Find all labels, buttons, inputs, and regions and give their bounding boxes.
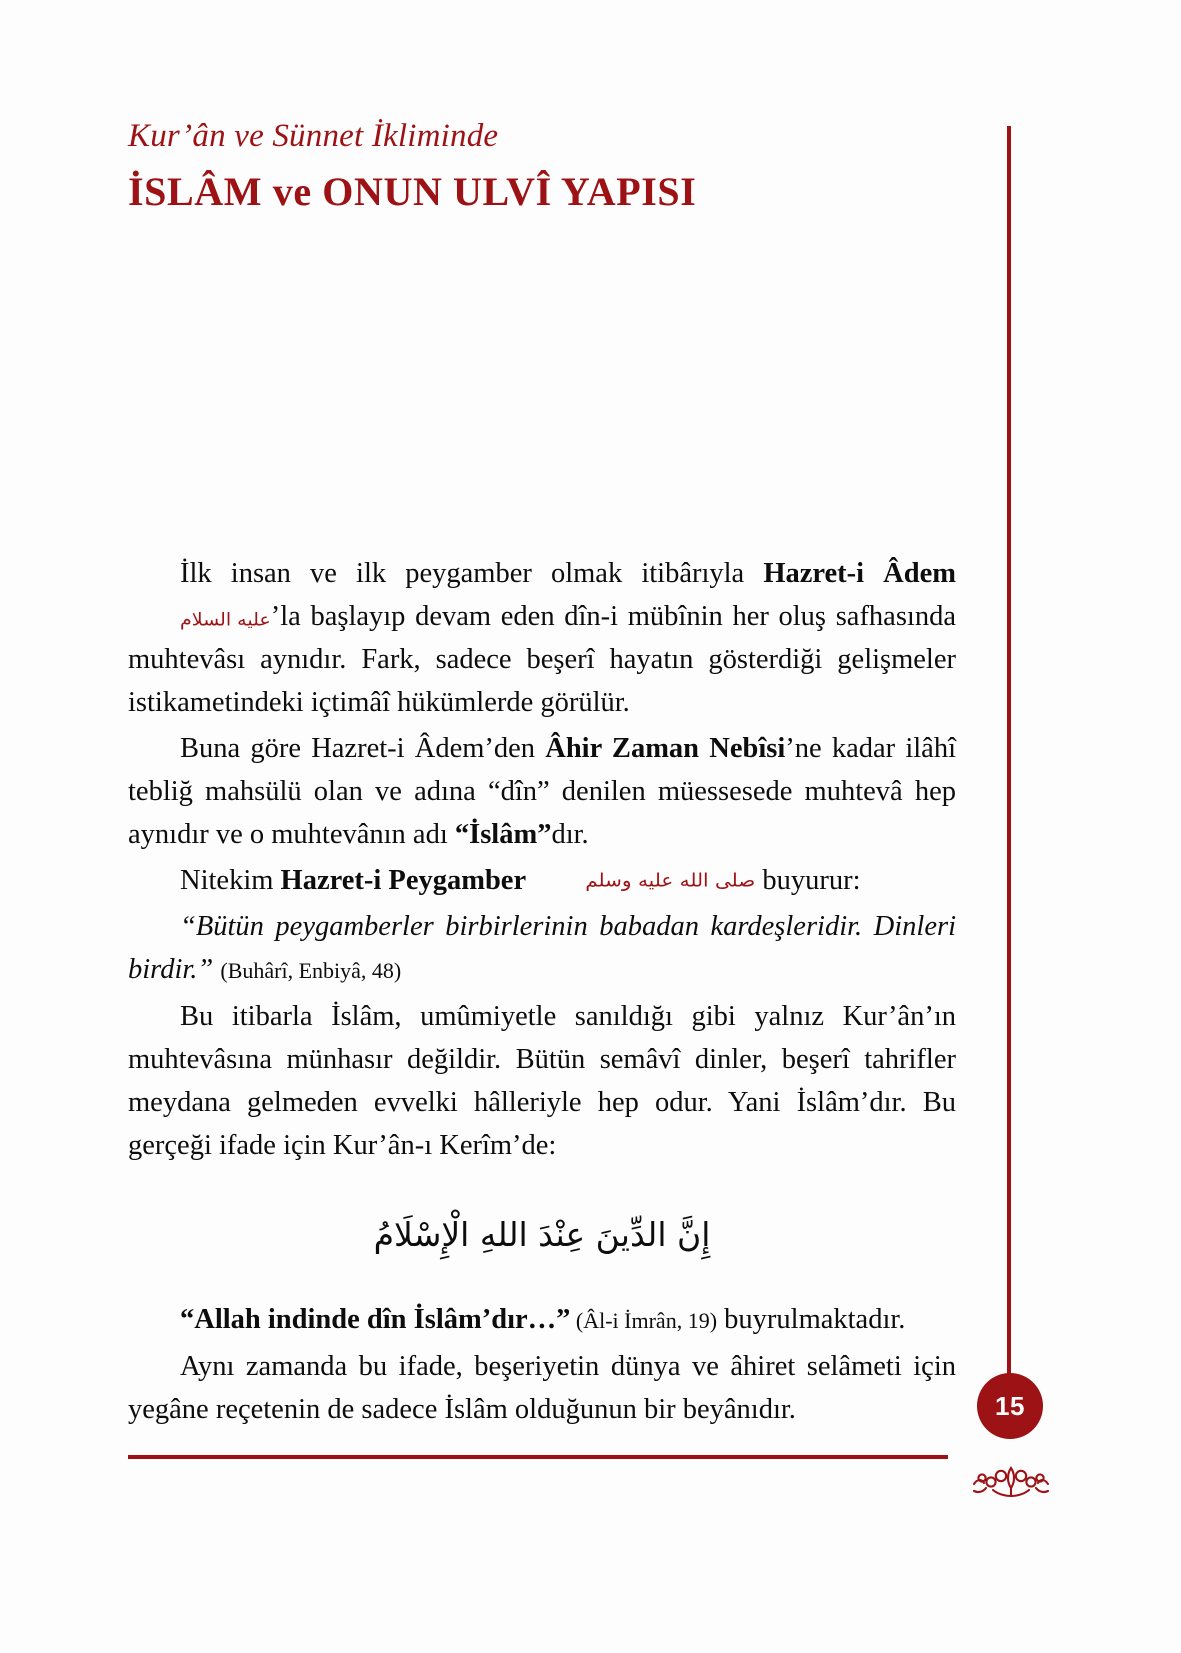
hadith-source-reference: (Buhârî, Enbiyâ, 48): [220, 958, 402, 983]
paragraph-1-part-1: İlk insan ve ilk peygamber olmak itibârıyla: [180, 558, 764, 589]
paragraph-2-bold-nebisi: Âhir Zaman Nebîsi: [545, 733, 786, 764]
verse-translation-tail: buyrulmaktadır.: [717, 1304, 906, 1336]
paragraph-3-part-1: Nitekim: [180, 865, 281, 896]
paragraph-2: [128, 727, 956, 856]
arabic-verse: إِنَّ الدِّينَ عِنْدَ اللهِ الْإِسْلَامُ: [373, 1215, 711, 1254]
paragraph-1-bold-adem: Hazret-i Âdem: [763, 558, 956, 589]
paragraph-2-part-1: Buna göre Hazret-i Âdem’den: [180, 733, 546, 764]
body-text-column: [128, 552, 956, 1434]
paragraph-3: [128, 859, 956, 902]
verse-translation-bold: “Allah indinde dîn İslâm’dır…”: [180, 1304, 571, 1336]
verse-reference: (Âl-i İmrân, 19): [570, 1308, 718, 1334]
honorific-sallallahu-alayhi-wasallam-icon: صلى الله عليه وسلم: [585, 868, 756, 892]
paragraph-1-part-2: ’la başlayıp devam eden dîn-i mübînin her oluş safhasında muhtevâsı aynıdır. Fark, sadece beşerî hayatın gösterdiği gelişmeler istikametindeki içtimâî hükümlerde görülür.: [128, 601, 956, 718]
page-number-badge: 15: [977, 1373, 1043, 1439]
hadith-quote-text: “Bütün peygamberler birbirlerinin babadan kardeşleridir. Dinleri birdir.”: [128, 911, 956, 985]
page-subtitle: Kur’ân ve Sünnet İkliminde: [128, 118, 499, 154]
floral-ornament-icon: [963, 1462, 1059, 1502]
bottom-horizontal-rule: [128, 1455, 948, 1459]
paragraph-5: Aynı zamanda bu ifade, beşeriyetin dünya ve âhiret selâmeti için yegâne reçetenin de sadece İslâm olduğunun bir beyânıdır.: [128, 1351, 956, 1426]
paragraph-3-bold-peygamber: Hazret-i Peygamber: [280, 865, 527, 896]
right-vertical-rule: [1007, 126, 1011, 1416]
honorific-alayhissalam-icon: عليه السلام: [180, 609, 271, 631]
paragraph-3-part-2: buyurur:: [755, 865, 861, 896]
paragraph-2-bold-islam: “İslâm”: [454, 819, 552, 850]
paragraph-4: Bu itibarla İslâm, umûmiyetle sanıldığı gibi yalnız Kur’ân’ın muhtevâsına münhasır değildir. Bütün semâvî dinler, beşerî tahrifler meydana gelmeden evvelki hâlleriyle hep odur. Yani İslâm’dır. Bu gerçeği ifade için Kur’ân-ı Kerîm’de:: [128, 1001, 956, 1161]
paragraph-1: [128, 552, 956, 724]
paragraph-2-part-3: dır.: [551, 819, 589, 850]
verse-translation-line: [128, 1298, 956, 1342]
page-title: İSLÂM ve ONUN ULVÎ YAPISI: [128, 168, 697, 214]
paragraph-2-part-2: ’ne kadar ilâhî tebliğ mahsülü olan ve adına “dîn” denilen müessesede muhtevâ hep aynıdır ve o muhtevânın adı: [128, 733, 956, 850]
hadith-quote: [128, 905, 956, 992]
page-header: [128, 118, 958, 215]
